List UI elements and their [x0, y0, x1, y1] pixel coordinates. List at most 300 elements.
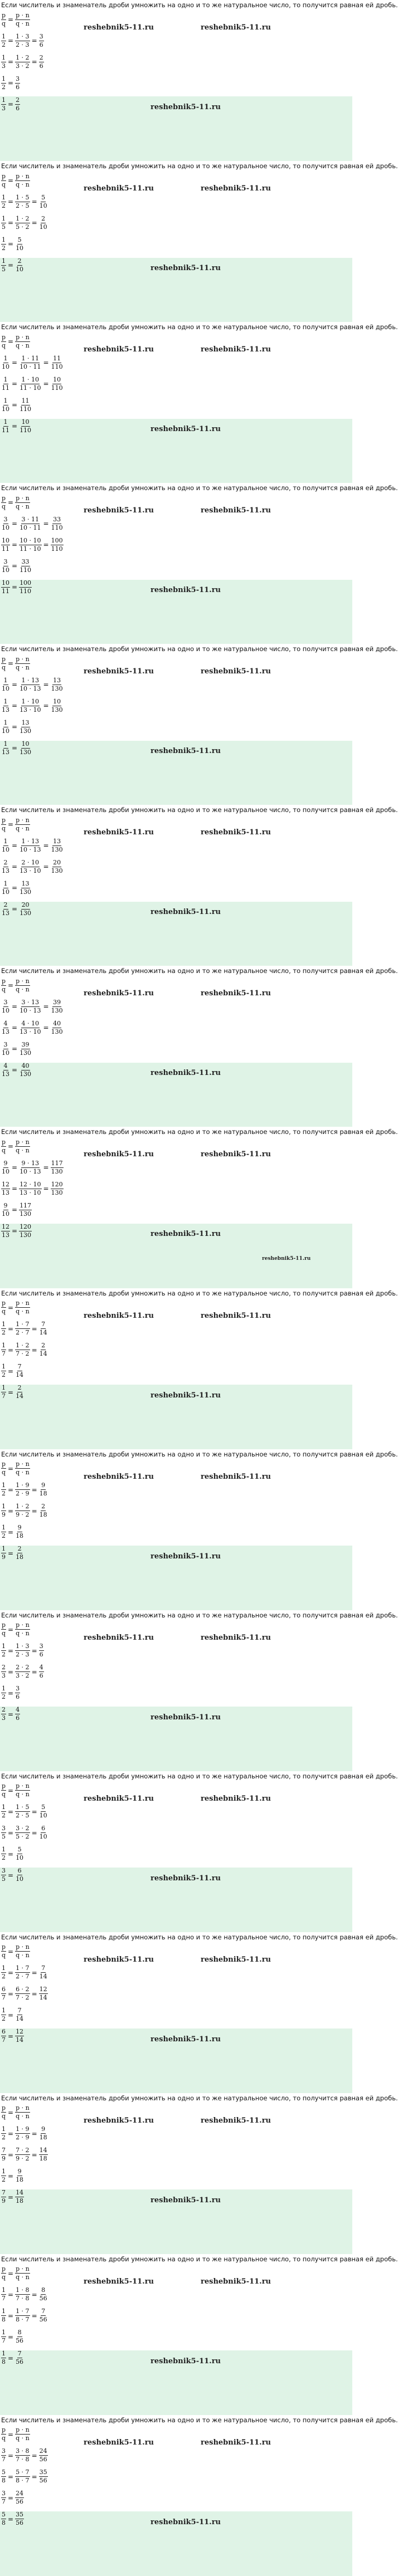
- equals-sign: =: [12, 1206, 18, 1214]
- denominator: 13: [2, 748, 9, 756]
- step-row: [0, 1017, 352, 1038]
- watermark: reshebnik5-11.ru: [201, 345, 271, 354]
- numerator: 1 · 2: [16, 214, 30, 222]
- watermark: reshebnik5-11.ru: [151, 103, 221, 111]
- numerator: 2: [2, 1706, 6, 1714]
- numerator: 12: [2, 1223, 9, 1230]
- numerator: 9: [41, 1482, 46, 1489]
- denominator: 110: [20, 587, 32, 595]
- denominator: q: [2, 19, 6, 27]
- denominator: 2: [2, 1371, 6, 1379]
- numerator: 5: [17, 1846, 22, 1854]
- numerator: p · n: [16, 1621, 30, 1629]
- numerator: 1 · 3: [16, 1643, 30, 1650]
- rule-text: Если числитель и знаменатель дроби умножить на одно и то же натуральное число, то получится равная ей дробь.: [1, 484, 398, 492]
- fraction: [51, 355, 64, 370]
- watermark: reshebnik5-11.ru: [84, 828, 154, 837]
- fraction: [19, 1224, 32, 1239]
- numerator: 1: [3, 418, 8, 426]
- denominator: 2: [2, 1812, 6, 1820]
- fraction: [15, 1804, 30, 1819]
- numerator: p: [2, 1460, 6, 1468]
- denominator: q · n: [16, 2113, 30, 2120]
- numerator: p: [2, 2104, 6, 2112]
- denominator: 18: [16, 2197, 24, 2205]
- equals-sign: =: [12, 1003, 18, 1011]
- denominator: 10: [2, 566, 9, 574]
- numerator: 1: [2, 1803, 6, 1811]
- equals-sign: =: [8, 1871, 14, 1879]
- result-row: [0, 555, 352, 576]
- numerator: p · n: [16, 172, 30, 180]
- numerator: 2: [17, 1384, 22, 1391]
- denominator: 10 · 13: [20, 1006, 41, 1014]
- fraction: [1, 1707, 6, 1722]
- numerator: 1: [2, 1685, 6, 1693]
- fraction: [1, 1868, 6, 1883]
- denominator: 11 · 10: [20, 545, 41, 553]
- denominator: 5: [2, 223, 6, 231]
- denominator: 13: [2, 867, 9, 874]
- result-row: [0, 1522, 352, 1543]
- general-formula: [0, 814, 352, 835]
- denominator: 10: [39, 1833, 47, 1841]
- equals-sign: =: [8, 2472, 14, 2481]
- equals-sign: =: [12, 863, 18, 871]
- numerator: 3: [16, 75, 20, 82]
- watermark: reshebnik5-11.ru: [84, 23, 154, 32]
- denominator: 13: [2, 1189, 9, 1196]
- fraction: [1, 1139, 6, 1154]
- equals-sign: =: [12, 884, 18, 892]
- fraction: [15, 2028, 24, 2044]
- equals-sign: =: [8, 2451, 14, 2460]
- numerator: 6: [2, 2028, 6, 2036]
- equals-sign: =: [8, 498, 14, 507]
- result-row: [0, 877, 352, 898]
- fraction: [19, 1020, 41, 1035]
- watermark: reshebnik5-11.ru: [151, 2518, 221, 2526]
- numerator: 1: [2, 1384, 6, 1391]
- numerator: 7: [2, 2189, 6, 2197]
- equals-sign: =: [12, 562, 18, 570]
- solution: [0, 975, 352, 1081]
- numerator: 33: [53, 515, 61, 523]
- numerator: 1 · 7: [16, 1321, 30, 1328]
- numerator: 13: [53, 676, 61, 684]
- fraction: [15, 1503, 30, 1518]
- numerator: 1: [2, 1321, 6, 1328]
- equals-sign: =: [8, 240, 14, 248]
- rule-text: Если числитель и знаменатель дроби умножить на одно и то же натуральное число, то получится равная ей дробь.: [1, 645, 398, 653]
- watermark: reshebnik5-11.ru: [201, 184, 271, 193]
- fraction: [19, 677, 41, 692]
- fraction: [1, 2490, 6, 2505]
- fraction: [1, 978, 6, 993]
- fraction: [1, 1685, 6, 1700]
- fraction: [19, 698, 41, 713]
- rule-text: Если числитель и знаменатель дроби умножить на одно и то же натуральное число, то получится равная ей дробь.: [1, 806, 398, 814]
- step-row: [0, 2123, 352, 2144]
- watermark: reshebnik5-11.ru: [262, 1255, 311, 1262]
- fraction: [19, 881, 32, 896]
- numerator: 1: [2, 1363, 6, 1370]
- equals-sign: =: [8, 1367, 14, 1375]
- denominator: 110: [51, 363, 63, 370]
- fraction: [15, 1825, 30, 1840]
- fraction: [1, 1482, 6, 1497]
- denominator: 130: [51, 1167, 63, 1175]
- denominator: 5 · 2: [16, 223, 30, 231]
- numerator: 3: [3, 558, 8, 565]
- denominator: 56: [39, 2477, 47, 2485]
- numerator: 10: [21, 740, 30, 747]
- fraction: [15, 495, 30, 510]
- general-formula: [0, 653, 352, 674]
- numerator: 1: [2, 236, 6, 243]
- denominator: 6: [16, 104, 20, 112]
- equals-sign: =: [31, 1990, 37, 1998]
- denominator: 11: [2, 426, 9, 434]
- equals-sign: =: [43, 681, 49, 689]
- denominator: 14: [39, 1350, 47, 1357]
- denominator: 10: [2, 685, 9, 692]
- fraction: [1, 1524, 6, 1539]
- denominator: 130: [51, 706, 63, 713]
- numerator: 1: [2, 1342, 6, 1349]
- watermark: reshebnik5-11.ru: [151, 1069, 221, 1078]
- denominator: 7: [2, 2337, 6, 2345]
- denominator: 13 · 10: [20, 706, 41, 713]
- denominator: 8: [2, 2316, 6, 2324]
- step-row: [0, 835, 352, 856]
- general-formula: [0, 1619, 352, 1640]
- step-row: [0, 191, 352, 212]
- denominator: 6: [16, 1693, 20, 1701]
- denominator: 7 · 8: [16, 2295, 30, 2303]
- step-row: [0, 674, 352, 695]
- denominator: q: [2, 1308, 6, 1315]
- fraction: [1, 1181, 10, 1196]
- denominator: q · n: [16, 1791, 30, 1798]
- numerator: 1 · 11: [21, 354, 40, 362]
- denominator: 10: [16, 1854, 24, 1862]
- denominator: 10: [2, 888, 9, 896]
- fraction: [1, 1944, 6, 1959]
- solution: [0, 170, 352, 276]
- watermark: reshebnik5-11.ru: [84, 989, 154, 998]
- equals-sign: =: [12, 583, 18, 592]
- denominator: 13: [2, 1231, 9, 1239]
- equals-sign: =: [8, 219, 14, 227]
- task-block: [0, 966, 398, 1127]
- fraction: [1, 258, 6, 273]
- fraction: [15, 1139, 30, 1154]
- denominator: 2 · 3: [16, 41, 30, 48]
- fraction: [15, 1300, 30, 1315]
- fraction: [39, 1986, 48, 2001]
- numerator: p: [2, 1138, 6, 1146]
- rule-text: Если числитель и знаменатель дроби умножить на одно и то же натуральное число, то получится равная ей дробь.: [1, 323, 398, 331]
- rule-text: Если числитель и знаменатель дроби умножить на одно и то же натуральное число, то получится равная ей дробь.: [1, 1289, 398, 1297]
- denominator: 10 · 11: [20, 363, 41, 370]
- equals-sign: =: [8, 2515, 14, 2523]
- numerator: p: [2, 2426, 6, 2434]
- equals-sign: =: [8, 1947, 14, 1956]
- denominator: 9: [2, 2197, 6, 2205]
- numerator: 9 · 13: [21, 1159, 40, 1167]
- numerator: 1: [3, 354, 8, 362]
- watermark: reshebnik5-11.ru: [84, 1150, 154, 1159]
- equals-sign: =: [31, 1968, 37, 1977]
- fraction: [1, 173, 6, 188]
- fraction: [1, 2350, 6, 2365]
- numerator: 8: [17, 2329, 22, 2337]
- denominator: 130: [20, 909, 32, 917]
- fraction: [39, 1664, 44, 1679]
- denominator: 6: [39, 41, 43, 48]
- rule-text: Если числитель и знаменатель дроби умножить на одно и то же натуральное число, то получится равная ей дробь.: [1, 2255, 398, 2263]
- numerator: 117: [20, 1201, 32, 1209]
- numerator: 7 · 2: [16, 2147, 30, 2154]
- denominator: 10 · 13: [20, 1167, 41, 1175]
- equals-sign: =: [43, 842, 49, 850]
- denominator: 110: [51, 524, 63, 531]
- numerator: 7: [2, 2147, 6, 2154]
- task-block: [0, 1449, 398, 1610]
- general-formula: [0, 975, 352, 996]
- equals-sign: =: [8, 1689, 14, 1697]
- numerator: p: [2, 2265, 6, 2273]
- denominator: 6: [39, 1651, 43, 1659]
- denominator: 56: [16, 2337, 24, 2345]
- denominator: 130: [20, 888, 32, 896]
- numerator: p: [2, 494, 6, 502]
- denominator: 2: [2, 2176, 6, 2184]
- watermark: reshebnik5-11.ru: [201, 1311, 271, 1320]
- watermark: reshebnik5-11.ru: [151, 586, 221, 595]
- fraction: [19, 580, 32, 595]
- denominator: 10: [2, 1210, 9, 1218]
- denominator: 7: [2, 1994, 6, 2002]
- equals-sign: =: [8, 1142, 14, 1151]
- denominator: 5: [2, 265, 6, 273]
- fraction: [1, 1342, 6, 1357]
- numerator: p · n: [16, 1460, 30, 1468]
- task-block: [0, 2254, 398, 2415]
- fraction: [15, 2189, 24, 2204]
- fraction: [51, 537, 64, 553]
- result-row: [0, 1844, 352, 1865]
- denominator: 56: [16, 2498, 24, 2506]
- numerator: p · n: [16, 816, 30, 824]
- equals-sign: =: [8, 198, 14, 206]
- numerator: 12: [39, 1986, 47, 1993]
- denominator: 7: [2, 2295, 6, 2303]
- numerator: 12: [16, 2028, 24, 2036]
- step-row: [0, 1983, 352, 2005]
- fraction: [1, 720, 10, 735]
- fraction: [1, 580, 10, 595]
- denominator: 9: [2, 1553, 6, 1561]
- numerator: 1: [3, 718, 8, 726]
- numerator: 14: [39, 2147, 47, 2154]
- denominator: 7: [2, 2036, 6, 2044]
- equals-sign: =: [12, 541, 18, 549]
- fraction: [1, 2028, 6, 2044]
- numerator: 3 · 2: [16, 1825, 30, 1832]
- denominator: 7 · 8: [16, 2456, 30, 2463]
- fraction: [1, 1986, 6, 2001]
- numerator: 1: [2, 32, 6, 40]
- equals-sign: =: [12, 380, 18, 388]
- numerator: 1 · 3: [16, 32, 30, 40]
- numerator: 5: [41, 193, 46, 201]
- denominator: 13 · 10: [20, 867, 41, 874]
- equals-sign: =: [31, 2311, 37, 2320]
- numerator: 10 · 10: [20, 536, 41, 544]
- equals-sign: =: [8, 1324, 14, 1333]
- step-row: [0, 2445, 352, 2466]
- numerator: 14: [16, 2189, 24, 2197]
- step-row: [0, 212, 352, 233]
- watermark: reshebnik5-11.ru: [84, 2277, 154, 2286]
- fraction: [1, 2329, 6, 2344]
- fraction: [15, 1363, 24, 1379]
- fraction: [1, 1363, 6, 1379]
- fraction: [19, 355, 41, 370]
- rule-text: Если числитель и знаменатель дроби умножить на одно и то же натуральное число, то получится равная ей дробь.: [1, 1933, 398, 1941]
- step-row: [0, 1822, 352, 1844]
- denominator: 18: [39, 1511, 47, 1519]
- numerator: p: [2, 1621, 6, 1629]
- fraction: [39, 1804, 48, 1819]
- numerator: p · n: [16, 1782, 30, 1790]
- fraction: [51, 859, 64, 874]
- numerator: 100: [51, 536, 63, 544]
- denominator: 2: [2, 1329, 6, 1336]
- watermark: reshebnik5-11.ru: [84, 184, 154, 193]
- step-row: [0, 1157, 352, 1178]
- fraction: [15, 1868, 24, 1883]
- step-row: [0, 2144, 352, 2166]
- watermark: reshebnik5-11.ru: [151, 264, 221, 273]
- denominator: q: [2, 2113, 6, 2120]
- fraction: [1, 902, 10, 917]
- equals-sign: =: [31, 2290, 37, 2299]
- denominator: 10 · 13: [20, 685, 41, 692]
- numerator: 2: [41, 214, 46, 222]
- watermark: reshebnik5-11.ru: [201, 2438, 271, 2447]
- numerator: 2 · 2: [16, 1664, 30, 1671]
- numerator: 13: [21, 879, 30, 887]
- equals-sign: =: [31, 1829, 37, 1837]
- denominator: q · n: [16, 1630, 30, 1638]
- numerator: 1 · 2: [16, 53, 30, 61]
- numerator: p: [2, 1299, 6, 1307]
- fraction: [1, 237, 6, 252]
- numerator: 3: [2, 1825, 6, 1832]
- numerator: 3: [2, 1867, 6, 1875]
- equals-sign: =: [8, 16, 14, 23]
- numerator: 40: [21, 1062, 30, 1069]
- numerator: p · n: [16, 11, 30, 19]
- numerator: 5: [2, 2511, 6, 2519]
- watermark: reshebnik5-11.ru: [201, 1150, 271, 1159]
- numerator: 1: [2, 1643, 6, 1650]
- fraction: [1, 656, 6, 671]
- numerator: 7: [41, 2308, 46, 2315]
- step-row: [0, 1479, 352, 1500]
- equals-sign: =: [31, 1507, 37, 1515]
- equals-sign: =: [43, 380, 49, 388]
- numerator: 11: [53, 354, 61, 362]
- numerator: 20: [21, 901, 30, 908]
- denominator: q · n: [16, 2274, 30, 2281]
- equals-sign: =: [31, 37, 37, 45]
- general-formula: [0, 2263, 352, 2284]
- numerator: 1: [2, 1524, 6, 1532]
- equals-sign: =: [31, 2451, 37, 2460]
- denominator: 130: [20, 748, 32, 756]
- denominator: 18: [16, 1553, 24, 1561]
- general-formula: [0, 331, 352, 352]
- fraction: [51, 1020, 64, 1035]
- equals-sign: =: [8, 1646, 14, 1655]
- solution: [0, 814, 352, 920]
- equals-sign: =: [8, 2311, 14, 2320]
- fraction: [1, 419, 10, 434]
- equals-sign: =: [8, 1807, 14, 1816]
- denominator: 10: [39, 1812, 47, 1820]
- denominator: 13 · 10: [20, 1189, 41, 1196]
- fraction: [1, 1321, 6, 1336]
- numerator: 6: [17, 1867, 22, 1875]
- solution: [0, 2263, 352, 2369]
- denominator: 13: [2, 909, 9, 917]
- watermark: reshebnik5-11.ru: [201, 23, 271, 32]
- fraction: [39, 2469, 48, 2484]
- denominator: q: [2, 341, 6, 349]
- numerator: 39: [21, 1040, 30, 1048]
- denominator: 2: [2, 1973, 6, 1981]
- equals-sign: =: [31, 58, 37, 66]
- step-row: [0, 534, 352, 555]
- fraction: [15, 2168, 24, 2183]
- solution: [0, 1297, 352, 1403]
- result-row: [0, 1038, 352, 1059]
- denominator: 9 · 2: [16, 1511, 30, 1519]
- numerator: 13: [21, 718, 30, 726]
- step-row: [0, 2284, 352, 2305]
- fraction: [1, 1203, 10, 1218]
- denominator: 7: [2, 2498, 6, 2506]
- watermark: reshebnik5-11.ru: [201, 2116, 271, 2125]
- fraction: [15, 2350, 24, 2365]
- denominator: 8: [2, 2358, 6, 2366]
- general-formula: [0, 1941, 352, 1962]
- fraction: [51, 377, 64, 392]
- fraction: [15, 1707, 20, 1722]
- fraction: [39, 1825, 48, 1840]
- fraction: [1, 516, 10, 531]
- equals-sign: =: [8, 2193, 14, 2201]
- fraction: [15, 55, 30, 70]
- fraction: [1, 2511, 6, 2526]
- denominator: 2 · 7: [16, 1329, 30, 1336]
- denominator: 13: [2, 1070, 9, 1078]
- equals-sign: =: [8, 2011, 14, 2019]
